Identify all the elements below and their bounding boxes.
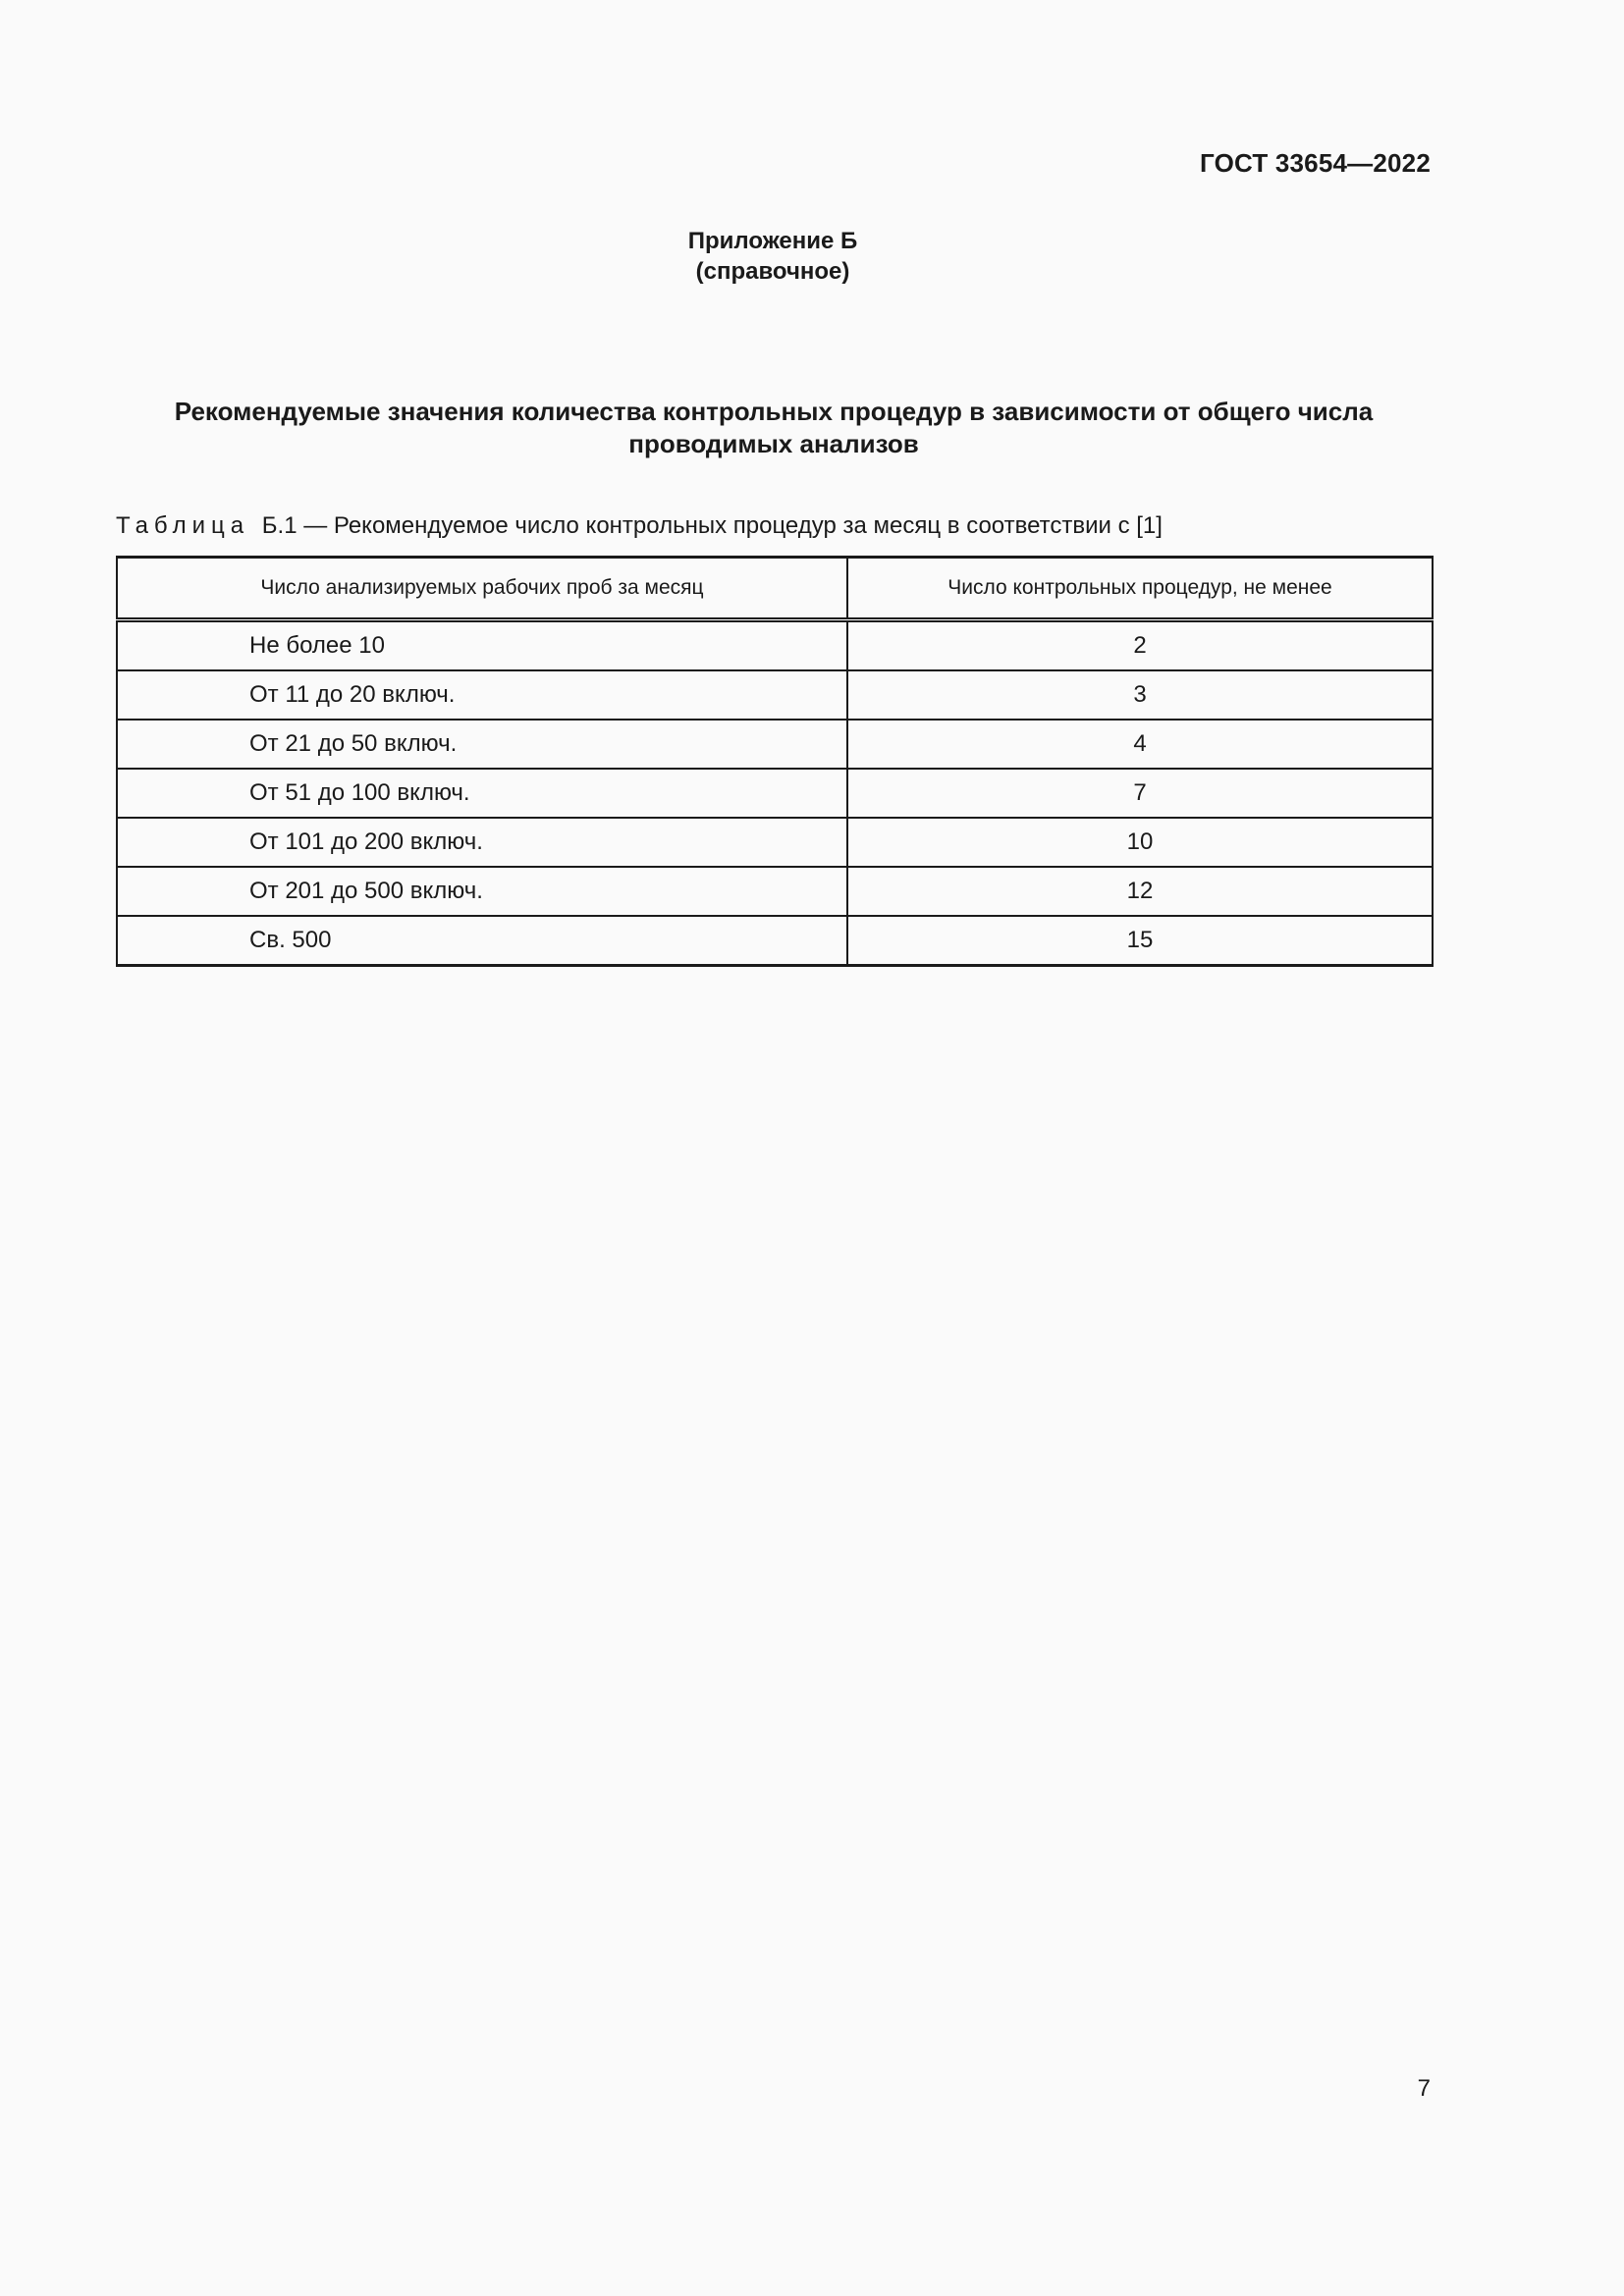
table-caption [116, 512, 1163, 540]
table-row [117, 867, 1433, 916]
annex-status: (справочное) [695, 258, 850, 285]
table-cell-range: От 51 до 100 включ. [117, 769, 847, 818]
table-cell-range: От 101 до 200 включ. [117, 818, 847, 867]
table-row [117, 818, 1433, 867]
table-caption-text: Б.1 — Рекомендуемое число контрольных процедур за месяц в соответствии с [1] [261, 512, 1163, 539]
annex-heading [0, 226, 1545, 287]
table-row [117, 620, 1433, 671]
table-cell-range: От 11 до 20 включ. [117, 670, 847, 720]
table-header-row [117, 558, 1433, 620]
table-cell-count: 7 [847, 769, 1433, 818]
table-cell-count: 15 [847, 916, 1433, 966]
data-table [116, 556, 1434, 967]
table-cell-range: Св. 500 [117, 916, 847, 966]
page-number: 7 [1417, 2075, 1431, 2102]
table-cell-count: 12 [847, 867, 1433, 916]
table-row [117, 916, 1433, 966]
table-row [117, 670, 1433, 720]
table-cell-count: 2 [847, 620, 1433, 671]
document-code: ГОСТ 33654—2022 [1200, 148, 1431, 178]
table-cell-range: От 21 до 50 включ. [117, 720, 847, 769]
table-row [117, 720, 1433, 769]
table-cell-range: От 201 до 500 включ. [117, 867, 847, 916]
column-header-procedures: Число контрольных процедур, не менее [847, 558, 1433, 620]
table-caption-label: Таблица [116, 512, 250, 539]
table-row [117, 769, 1433, 818]
table-cell-count: 3 [847, 670, 1433, 720]
table-cell-count: 4 [847, 720, 1433, 769]
column-header-samples: Число анализируемых рабочих проб за месяц [117, 558, 847, 620]
annex-title: Приложение Б [687, 228, 858, 254]
section-title: Рекомендуемые значения количества контрольных процедур в зависимости от общего числа проводимых анализов [174, 397, 1374, 458]
table-cell-range: Не более 10 [117, 620, 847, 671]
table-cell-count: 10 [847, 818, 1433, 867]
